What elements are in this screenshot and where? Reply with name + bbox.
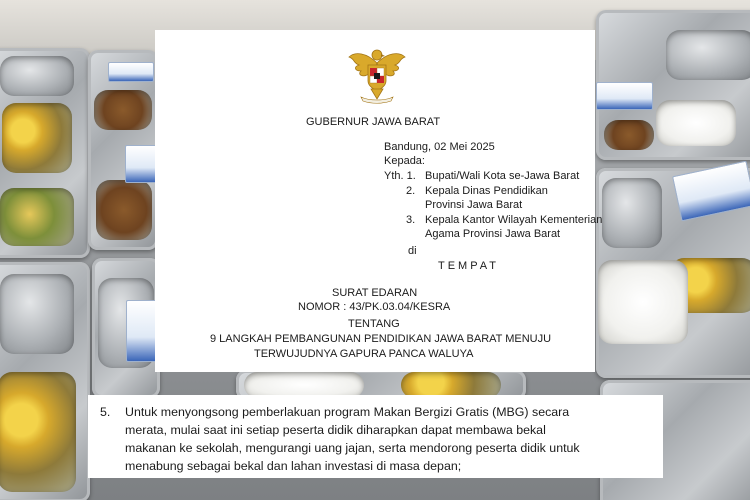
tray-compartment	[598, 260, 688, 344]
addressee-label: Kepada:	[384, 155, 425, 167]
tray-compartment	[0, 372, 76, 492]
excerpt-line: merata, mulai saat ini setiap peserta didik diharapkan dapat membawa bekal	[125, 423, 546, 437]
recipient-3-number: 3.	[406, 214, 416, 226]
subject-line-1: 9 LANGKAH PEMBANGUNAN PENDIDIKAN JAWA BARAT MENUJU	[210, 333, 552, 345]
excerpt-number: 5.	[100, 405, 111, 419]
issuer-title: GUBERNUR JAWA BARAT	[306, 116, 441, 128]
tray-compartment	[604, 120, 654, 150]
di-label: di	[408, 245, 417, 257]
excerpt-line: menabung sebagai bekal dan lahan investasi di masa depan;	[125, 459, 462, 473]
yth-label: Yth. 1.	[384, 170, 416, 182]
place-date: Bandung, 02 Mei 2025	[384, 141, 495, 153]
garuda-emblem-icon	[347, 43, 407, 105]
milk-carton	[126, 300, 158, 362]
subject-line-2: TERWUJUDNYA GAPURA PANCA WALUYA	[254, 348, 474, 360]
tray-compartment	[0, 56, 74, 96]
recipient-2-line1: Kepala Dinas Pendidikan	[425, 185, 548, 197]
tray-compartment	[96, 180, 152, 240]
excerpt-line: Untuk menyongsong pemberlakuan program Makan Bergizi Gratis (MBG) secara	[125, 405, 570, 419]
tray-compartment	[94, 90, 152, 130]
meal-tray	[0, 262, 90, 500]
document-number: NOMOR : 43/PK.03.04/KESRA	[298, 301, 451, 313]
excerpt-paragraph	[125, 403, 655, 475]
tray-compartment	[666, 30, 750, 80]
milk-carton	[125, 145, 157, 183]
recipient-2-number: 2.	[406, 185, 416, 197]
highlighted-excerpt	[88, 395, 663, 478]
recipient-3-line1: Kepala Kantor Wilayah Kementerian	[425, 214, 603, 226]
recipient-1: Bupati/Wali Kota se-Jawa Barat	[425, 170, 580, 182]
milk-carton	[596, 82, 653, 110]
tray-compartment	[2, 103, 72, 173]
milk-carton	[108, 62, 154, 82]
meal-tray	[0, 48, 90, 258]
tray-compartment	[0, 188, 74, 246]
tray-compartment	[602, 178, 662, 248]
tentang-label: TENTANG	[348, 318, 400, 330]
recipient-2-line2: Provinsi Jawa Barat	[425, 199, 523, 211]
recipient-3-line2: Agama Provinsi Jawa Barat	[425, 228, 561, 240]
document-type: SURAT EDARAN	[332, 287, 418, 299]
excerpt-line: makanan ke sekolah, mengurangi uang jajan, serta mendorong peserta didik untuk	[125, 441, 580, 455]
tray-compartment	[0, 274, 74, 354]
tempat-label: TEMPAT	[438, 260, 499, 272]
tray-compartment	[656, 100, 736, 146]
